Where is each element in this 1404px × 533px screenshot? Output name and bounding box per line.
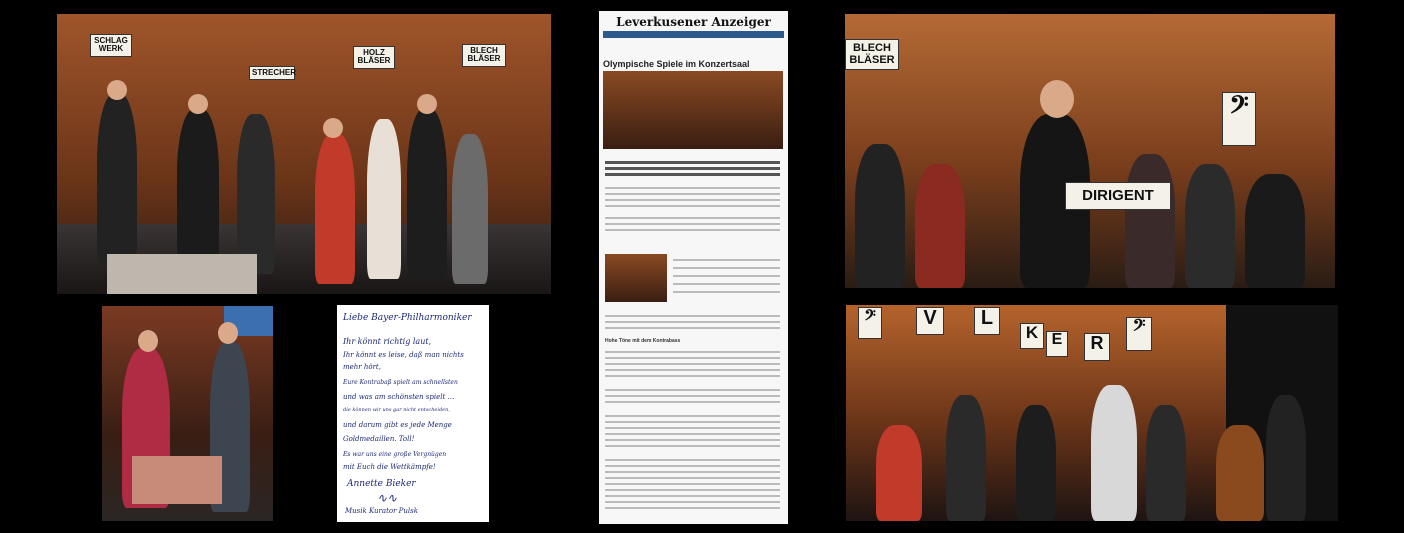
musician (177, 109, 219, 269)
musician (1125, 154, 1175, 288)
letter-signature: Annette Bieker (347, 479, 416, 489)
text-line (605, 445, 780, 447)
letter-line: die können wir uns gar nicht entscheiden, (343, 407, 450, 413)
sign-strecher: STRECHER (249, 66, 295, 80)
newspaper-article (599, 11, 788, 524)
bass-clef-sign: 𝄢 (1126, 317, 1152, 351)
musician (97, 94, 137, 264)
musician (1016, 405, 1056, 521)
musician (1146, 405, 1186, 521)
text-line (605, 495, 780, 497)
letter-line: Es war uns eine große Vergnügen (343, 451, 447, 458)
text-line (605, 193, 780, 195)
text-line (605, 351, 780, 353)
head (188, 94, 208, 114)
text-line (605, 389, 780, 391)
letter-sign: L (974, 307, 1000, 335)
letter-line: Eure Kontrabaß spielt am schnellsten (343, 379, 458, 386)
musician (1185, 164, 1235, 288)
letter-line: mehr hört, (343, 363, 381, 371)
text-line (673, 275, 780, 277)
photo-letter-signs (846, 305, 1338, 521)
head (417, 94, 437, 114)
text-line (605, 483, 780, 485)
musician (915, 164, 965, 288)
letter-sign: R (1084, 333, 1110, 361)
text-line (605, 465, 780, 467)
handwritten-letter (337, 305, 489, 522)
head (107, 80, 127, 100)
letter-line: und darum gibt es jede Menge (343, 421, 452, 429)
text-line (605, 315, 780, 317)
text-line (605, 501, 780, 503)
text-line (605, 161, 780, 164)
letter-line: mit Euch die Wettkämpfe! (343, 463, 436, 471)
woman-head (138, 330, 158, 352)
text-line (605, 369, 780, 371)
performer-white (1091, 385, 1137, 521)
text-line (605, 173, 780, 176)
text-line (673, 267, 780, 269)
podium (132, 456, 222, 504)
double-bass (1216, 425, 1264, 521)
letter-line: Ihr könnt es leise, daß man nichts (343, 351, 464, 359)
sign-holzblaeser: HOLZ BLÄSER (353, 46, 395, 69)
sign-blechblaeser: BLECH BLÄSER (462, 44, 506, 67)
text-line (605, 459, 780, 461)
musician (1245, 174, 1305, 288)
musician (855, 144, 905, 288)
letter-line: Goldmedaillen. Toll! (343, 435, 415, 443)
podium (107, 254, 257, 294)
text-line (605, 223, 780, 225)
text-line (605, 321, 780, 323)
text-line (605, 395, 780, 397)
musician (946, 395, 986, 521)
inline-photo (605, 254, 667, 302)
head (323, 118, 343, 138)
text-line (605, 415, 780, 417)
musician-red (876, 425, 922, 521)
text-line (673, 291, 780, 293)
text-line (605, 363, 780, 365)
musician (407, 109, 447, 279)
text-line (605, 507, 780, 509)
musician (452, 134, 488, 284)
letter-caption: Musik Kurator Pulsk (345, 507, 418, 515)
text-line (605, 327, 780, 329)
signature-scribble: ∿∿ (377, 491, 398, 505)
text-line (673, 283, 780, 285)
sign-blechblaeser: BLECH BLÄSER (845, 39, 899, 70)
text-line (605, 205, 780, 207)
man-head (218, 322, 238, 344)
text-line (605, 199, 780, 201)
letter-sign: V (916, 307, 944, 335)
text-line (605, 375, 780, 377)
article-subheading: Hohe Töne mit dem Kontrabass (605, 338, 681, 344)
article-photo (603, 71, 783, 149)
photo-orchestra-signs (57, 14, 551, 294)
letter-line: Ihr könnt richtig laut, (343, 337, 432, 346)
text-line (605, 401, 780, 403)
text-line (605, 433, 780, 435)
letter-line: Liebe Bayer-Philharmoniker (343, 313, 472, 323)
text-line (605, 439, 780, 441)
text-line (605, 167, 780, 170)
text-line (605, 187, 780, 189)
letter-sign: K (1020, 323, 1044, 349)
text-line (673, 259, 780, 261)
conductor-head (1040, 80, 1074, 118)
bass-clef-sign: 𝄢 (1222, 92, 1256, 146)
text-line (605, 421, 780, 423)
letter-sign: E (1046, 331, 1068, 357)
text-line (605, 357, 780, 359)
photo-two-people (102, 306, 273, 521)
newspaper-masthead: Leverkusener Anzeiger (616, 15, 771, 29)
text-line (605, 427, 780, 429)
text-line (605, 489, 780, 491)
sign-schlagwerk: SCHLAG WERK (90, 34, 132, 57)
text-line (605, 217, 780, 219)
text-line (605, 477, 780, 479)
musician (1266, 395, 1306, 521)
sign-dirigent: DIRIGENT (1065, 182, 1171, 210)
article-headline: Olympische Spiele im Konzertsaal (603, 59, 750, 69)
nav-bar (603, 31, 784, 38)
text-line (605, 229, 780, 231)
letter-line: und was am schönsten spielt ... (343, 393, 455, 401)
musician-red (315, 134, 355, 284)
photo-conductor (845, 14, 1335, 288)
text-line (605, 471, 780, 473)
musician (367, 119, 401, 279)
bass-clef-sign: 𝄢 (858, 307, 882, 339)
musician (237, 114, 275, 274)
